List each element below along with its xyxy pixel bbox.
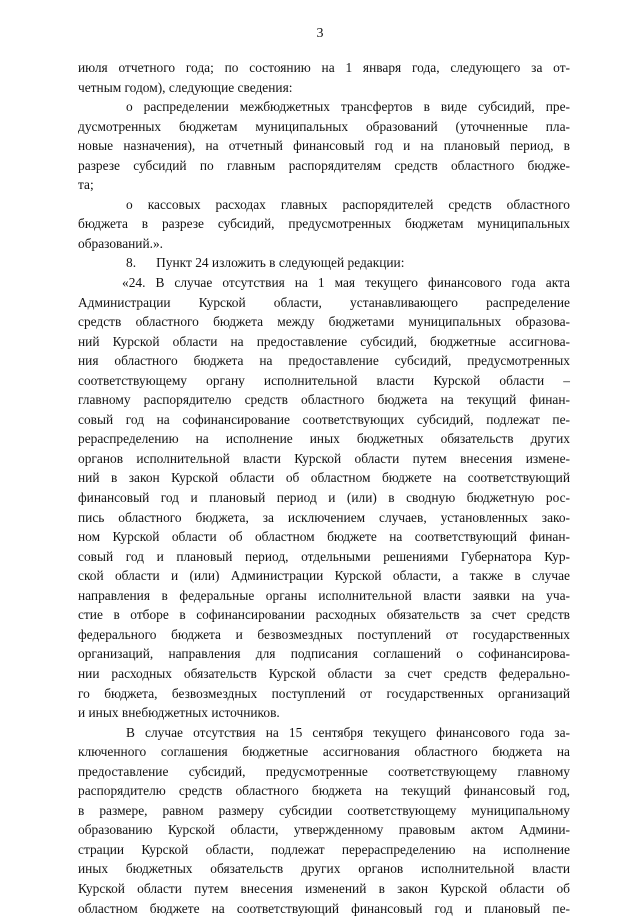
text-line: направления в федеральные органы исполнительной власти заявки на уча- [78,587,570,603]
text-line: о распределении межбюджетных трансфертов в виде субсидий, пре- [126,99,570,115]
text-line: распорядителю средств областного бюджета на текущий финансовый год, [78,783,570,799]
text-line: рераспределению на исполнение иных бюджетных обязательств других [78,431,570,447]
text-line: стие в отборе в софинансировании расходных обязательств за счет средств [78,607,570,623]
text-line: разрезе субсидий по главным распорядителям средств областного бюдже- [78,157,570,173]
text-line: четным годом), следующие сведения: [78,79,293,95]
text-line: бюджета в разрезе субсидий, предусмотренных бюджетам муниципальных [78,216,570,232]
text-line: В случае отсутствия на 15 сентября текущего финансового года за- [126,724,570,740]
text-line: ской области и (или) Администрации Курской области, а также в случае [78,568,570,584]
text-line: главному распорядителю средств областного бюджета на текущий финан- [78,392,570,408]
text-line: июля отчетного года; по состоянию на 1 января года, следующего за от- [78,60,570,75]
text-line: органов исполнительной власти Курской области путем внесения измене- [78,450,570,466]
text-line: 8. Пункт 24 изложить в следующей редакции: [126,255,405,271]
text-line: соответствующему органу исполнительной власти Курской области – [78,372,570,388]
text-line: образований.». [78,235,164,251]
text-line: ном Курской области об областном бюджете на соответствующий финан- [78,529,570,545]
text-line: го бюджета, безвозмездных поступлений от государственных организаций [78,685,570,701]
text-line: та; [78,177,94,193]
text-line: ний в закон Курской области об областном бюджете на соответствующий [78,470,570,486]
text-line: образованию Курской области, утвержденному правовым актом Админи- [78,822,570,838]
text-line: страции Курской области, подлежат перераспределению на исполнение [78,841,570,857]
text-line: совый год и плановый период, отдельными решениями Губернатора Кур- [78,548,570,564]
text-line: ния областного бюджета на предоставление субсидий, предусмотренных [78,353,570,369]
text-line: Администрации Курской области, устанавливающего распределение [78,294,570,310]
text-line: «24. В случае отсутствия на 1 мая текущего финансового года акта [122,275,570,291]
text-line: организаций, направления для подписания соглашений о софинансирова- [78,646,570,662]
text-line: областном бюджете на соответствующий финансовый год и плановый пе- [78,900,570,916]
text-line: о кассовых расходах главных распорядителей средств областного [126,196,570,212]
document-body [78,58,570,918]
text-line: новые назначения), на отчетный финансовый год и на плановый период, в [78,138,570,154]
text-line: предоставление субсидий, предусмотренные соответствующему главному [78,763,570,779]
text-line: ключенного соглашения бюджетные ассигнования областного бюджета на [78,744,570,760]
text-line: иных бюджетных обязательств других органов исполнительной власти [78,861,570,877]
text-line: средств областного бюджета между бюджетами муниципальных образова- [78,314,570,330]
page-number: 3 [316,26,324,41]
text-line: нии расходных обязательств Курской области за счет средств федерально- [78,665,570,681]
text-line: Курской области путем внесения изменений в закон Курской области об [78,880,570,896]
text-line: федерального бюджета и безвозмездных поступлений от государственных [78,626,570,642]
text-line: и иных внебюджетных источников. [78,705,280,721]
text-line: ний Курской области на предоставление субсидий, бюджетные ассигнова- [78,333,570,349]
text-line: совый год на софинансирование соответствующих субсидий, подлежат пе- [78,411,570,427]
text-line: дусмотренных бюджетам муниципальных образований (уточненные пла- [78,118,570,134]
text-line: пись областного бюджета, за исключением случаев, установленных зако- [78,509,570,525]
text-line: в размере, равном размеру субсидии соответствующему муниципальному [78,802,570,818]
text-line: финансовый год и плановый период и (или) в сводную бюджетную рос- [78,490,570,506]
